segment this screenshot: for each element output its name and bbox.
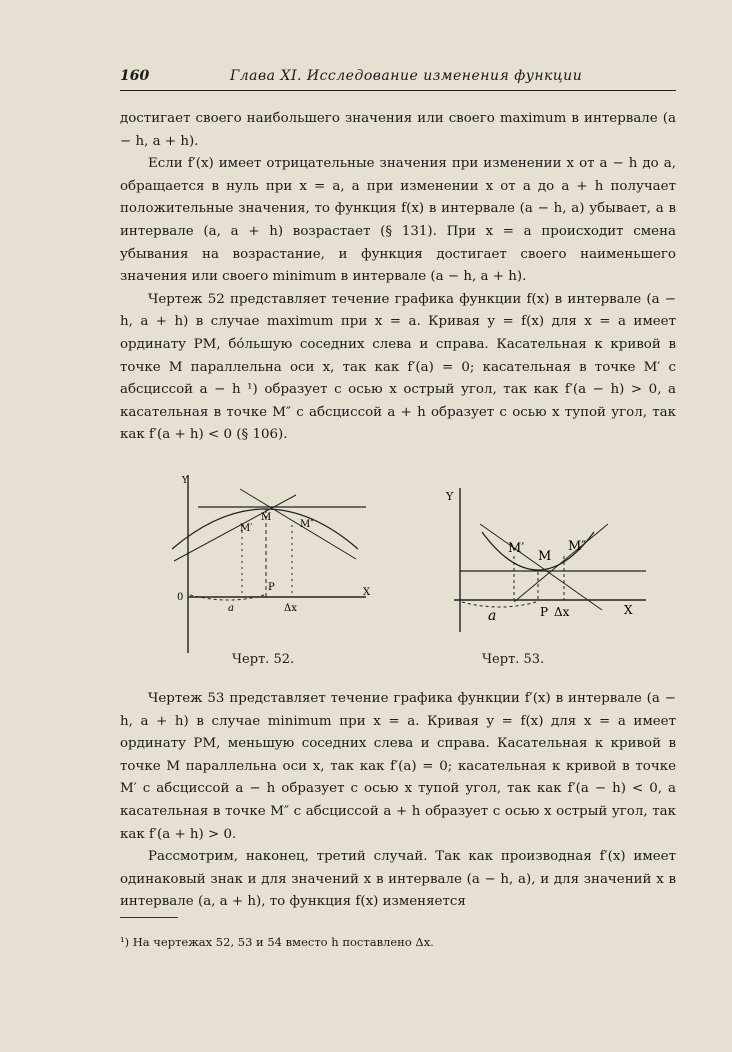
fig52-a-label: a bbox=[228, 603, 234, 614]
fig52-p-label: P bbox=[268, 582, 275, 593]
body-text-top bbox=[120, 108, 676, 447]
paragraph: Если f′(x) имеет отрицательные значения при изменении x от a − h до a, обращается в нуль при x = a, а при изменении x от a до a + h получает положительные значения, то функция f(x) в интервале (a − h, a) убывает, а в интервале (a, a + h) возрастает (§ 131). При x = a происходит смена убывания на возрастание, и функция достигает своего наименьшего значения или своего minimum в интервале (a − h, a + h). bbox=[120, 156, 676, 285]
fig52-origin-label: 0 bbox=[177, 592, 184, 603]
tangent-at-m2 bbox=[240, 489, 356, 559]
fig52-dx-label: Δx bbox=[284, 603, 297, 614]
fig53-m-label: M bbox=[538, 549, 552, 564]
tangent-at-m1 bbox=[174, 495, 296, 561]
figure-53 bbox=[440, 480, 660, 645]
fig53-x-label: X bbox=[624, 603, 633, 617]
fig53-caption: Черт. 53. bbox=[482, 652, 545, 667]
fig53-p-label: P bbox=[540, 605, 549, 619]
page-number: 160 bbox=[120, 68, 150, 84]
abscissa-a bbox=[462, 602, 536, 607]
fig52-y-label: Y bbox=[182, 476, 188, 486]
fig53-a-label: a bbox=[488, 608, 497, 624]
footnote: ¹) На чертежах 52, 53 и 54 вместо h поставлено Δx. bbox=[120, 935, 434, 949]
body-text-bottom bbox=[120, 688, 676, 914]
running-title: Глава XI. Исследование изменения функции bbox=[230, 68, 583, 84]
paragraph: достигает своего наибольшего значения или своего maximum в интервале (a − h, a + h). bbox=[120, 111, 676, 149]
paragraph: Рассмотрим, наконец, третий случай. Так как производная f′(x) имеет одинаковый знак и для значений x в интервале (a − h, a), и для значений x в интервале (a, a + h), то функция f(x) изменяется bbox=[120, 849, 676, 910]
paragraph: Чертеж 53 представляет течение графика функции f′(x) в интервале (a − h, a + h) в случае minimum при x = a. Кривая y = f(x) для x = a имеет ординату PM, меньшую соседних слева и справа. Касательная к кривой в точке M параллельна оси x, так как f′(a) = 0; касательная к кривой в точке M′ с абсциссой a − h образует с осью x тупой угол, так как f′(a − h) < 0, а касательная в точке M″ с абсциссой a + h образует с осью x острый угол, так как f′(a + h) > 0. bbox=[120, 691, 676, 842]
tangent-at-m2 bbox=[514, 524, 608, 602]
fig52-m2-label: M″ bbox=[300, 519, 314, 530]
header-rule bbox=[120, 90, 676, 91]
fig53-m1-label: M′ bbox=[508, 541, 525, 556]
footnote-rule bbox=[120, 917, 178, 918]
fig53-dx-label: Δx bbox=[554, 605, 570, 619]
fig53-m2-label: M″ bbox=[568, 539, 587, 554]
tangent-at-m1 bbox=[480, 524, 602, 610]
page-header bbox=[120, 68, 676, 90]
fig52-x-label: X bbox=[363, 587, 371, 598]
figure-52 bbox=[160, 465, 390, 655]
fig52-caption: Черт. 52. bbox=[232, 652, 295, 667]
fig52-m1-label: M′ bbox=[240, 523, 253, 534]
fig52-m-label: M bbox=[261, 512, 272, 523]
fig53-y-label: Y bbox=[446, 490, 454, 503]
paragraph: Чертеж 52 представляет течение графика функции f(x) в интервале (a − h, a + h) в случае maximum при x = a. Кривая y = f(x) для x = a имеет ординату PM, бо́льшую соседних слева и справа. Касательная к кривой в точке M параллельна оси x, так как f′(a) = 0; касательная в точке M′ с абсциссой a − h ¹) образует с осью x острый угол, так как f′(a − h) > 0, а касательная в точке M″ с абсциссой a + h образует с осью x тупой угол, так как f′(a + h) < 0 (§ 106). bbox=[120, 291, 676, 443]
